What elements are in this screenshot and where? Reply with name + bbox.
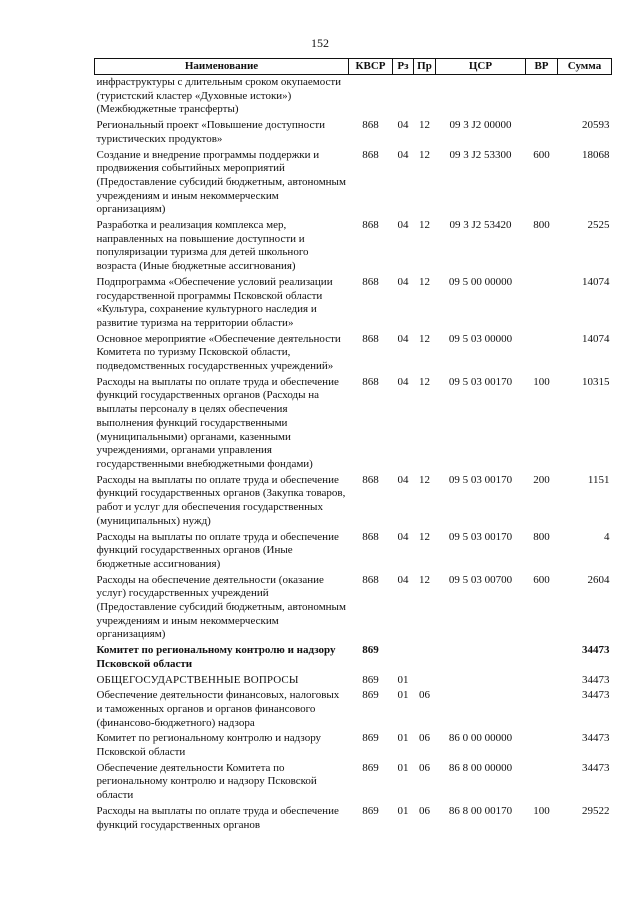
cell-kvsr [349,75,393,119]
cell-kvsr: 869 [362,761,379,774]
cell-sum: 34473 [582,673,610,686]
cell-kvsr: 868 [362,530,379,543]
cell-name: Комитет по региональному контролю и надзору Псковской области [96,644,336,670]
cell-sum: 34473 [582,689,610,702]
table-row [95,275,612,332]
table-row [95,375,612,473]
header-name: Наименование [95,59,349,75]
cell-csr: 09 3 J2 53300 [449,148,512,161]
cell-csr [436,688,526,731]
cell-kvsr: 868 [362,573,379,586]
cell-sum: 4 [604,530,610,543]
cell-csr [436,75,526,119]
cell-vr: 600 [533,573,550,586]
cell-name: Обеспечение деятельности финансовых, налоговых и таможенных органов и органов финансового (финансово-бюджетного) надзора [96,689,340,729]
cell-sum: 10315 [582,375,610,388]
cell-sum: 1151 [587,473,610,486]
cell-name: Расходы на выплаты по оплате труда и обеспечение функций государственных органов (Расходы на выплаты персоналу в целях обеспечения выполнения функций государственными (муниципальными) органами, казенными учреждениями, органами управления государственными внебюджетными фондами) [96,375,339,470]
table-row [95,643,612,672]
cell-pr: 12 [419,148,430,161]
table-row [95,75,612,119]
cell-pr: 06 [419,761,430,774]
cell-sum: 34473 [582,732,610,745]
cell-vr [526,275,558,332]
cell-sum: 20593 [582,119,610,132]
cell-kvsr: 868 [362,219,379,232]
cell-rz: 04 [397,219,409,232]
cell-pr: 12 [419,119,430,132]
cell-sum: 34473 [582,761,610,774]
cell-sum: 14074 [582,275,610,288]
table-row [95,118,612,147]
cell-sum: 2525 [587,219,610,232]
cell-kvsr: 869 [362,732,379,745]
header-sum: Сумма [558,59,612,75]
cell-pr: 12 [419,275,430,288]
table-row [95,761,612,804]
cell-rz: 04 [397,148,409,161]
table-row [95,573,612,644]
cell-kvsr: 868 [362,375,379,388]
cell-name: Создание и внедрение программы поддержки и продвижения событийных мероприятий (Предоставление субсидий бюджетным, автономным учреждениям и иным некоммерческим организациям) [96,148,346,216]
table-row [95,804,612,833]
cell-name: Разработка и реализация комплекса мер, направленных на повышение доступности и популяризации туризма для детей школьного возраста (Иные бюджетные ассигнования) [96,219,309,273]
cell-vr: 800 [533,530,550,543]
cell-rz: 01 [397,689,409,702]
cell-kvsr: 869 [362,644,379,657]
cell-vr [526,761,558,804]
cell-vr: 800 [533,219,550,232]
cell-sum: 29522 [582,804,610,817]
cell-kvsr: 868 [362,473,379,486]
header-csr: ЦСР [436,59,526,75]
table-row [95,673,612,689]
table-row [95,332,612,375]
cell-vr: 200 [533,473,550,486]
cell-vr: 100 [533,375,550,388]
cell-csr: 09 3 J2 53420 [449,219,512,232]
cell-vr [526,118,558,147]
cell-pr: 06 [419,689,430,702]
cell-kvsr: 869 [362,673,379,686]
cell-pr: 12 [419,332,430,345]
cell-name: Региональный проект «Повышение доступности туристических продуктов» [96,119,326,145]
header-rz: Рз [393,59,414,75]
cell-vr: 600 [533,148,550,161]
cell-csr: 09 3 J2 00000 [449,119,512,132]
cell-kvsr: 869 [362,689,379,702]
cell-vr [526,673,558,689]
cell-csr: 09 5 03 00170 [448,530,513,543]
cell-pr: 12 [419,375,430,388]
cell-pr: 12 [419,473,430,486]
cell-kvsr: 868 [362,119,379,132]
cell-rz: 04 [397,573,409,586]
cell-csr: 09 5 00 00000 [448,275,513,288]
cell-name: Комитет по региональному контролю и надзору Псковской области [96,732,322,759]
cell-csr: 86 0 00 00000 [448,732,513,745]
cell-pr [414,643,436,672]
table-row [95,688,612,731]
cell-rz: 01 [397,804,409,817]
cell-rz: 01 [397,732,409,745]
cell-pr [414,673,436,689]
cell-rz: 04 [397,275,409,288]
cell-name: инфраструктуры с длительным сроком окупаемости (туристский кластер «Духовные истоки») (Межбюджетные трансферты) [96,76,342,116]
cell-csr: 09 5 03 00170 [448,473,513,486]
cell-rz: 04 [397,473,409,486]
cell-rz: 04 [397,375,409,388]
cell-vr [526,643,558,672]
cell-vr [526,75,558,119]
table-header-row [95,59,612,75]
cell-csr: 86 8 00 00170 [448,804,513,817]
cell-name: Подпрограмма «Обеспечение условий реализации государственной программы Псковской области «Культура, сохранение культурного наследия и развитие туризма на территории области» [96,275,333,329]
cell-rz: 04 [397,119,409,132]
cell-name: ОБЩЕГОСУДАРСТВЕННЫЕ ВОПРОСЫ [96,673,299,686]
cell-sum: 2604 [587,573,610,586]
cell-sum: 34473 [582,644,610,657]
cell-kvsr: 868 [362,275,379,288]
cell-name: Расходы на выплаты по оплате труда и обеспечение функций государственных органов [96,804,339,831]
cell-vr [526,731,558,760]
cell-name: Расходы на выплаты по оплате труда и обеспечение функций государственных органов (Иные бюджетные ассигнования) [96,530,339,570]
cell-name: Расходы на обеспечение деятельности (оказание услуг) государственных учреждений (Предоставление субсидий бюджетным, автономным учреждениям и иным некоммерческим организациям) [96,573,346,641]
cell-csr: 09 5 03 00170 [448,375,513,388]
cell-pr: 06 [419,732,430,745]
cell-pr: 12 [419,530,430,543]
cell-name: Обеспечение деятельности Комитета по региональному контролю и надзору Псковской области [96,761,317,802]
cell-rz: 01 [397,761,409,774]
cell-pr: 12 [419,573,430,586]
table-row [95,218,612,275]
cell-sum: 18068 [582,148,610,161]
header-pr: Пр [414,59,436,75]
page-number: 152 [311,36,329,50]
cell-csr [436,673,526,689]
table-row [95,473,612,530]
cell-sum [558,75,612,119]
cell-csr: 09 5 03 00700 [448,573,513,586]
table-body [95,75,612,834]
cell-sum: 14074 [582,332,610,345]
cell-csr [436,643,526,672]
cell-vr: 100 [533,804,550,817]
cell-csr: 86 8 00 00000 [448,761,513,774]
table-row [95,731,612,760]
cell-rz: 01 [397,673,409,686]
cell-rz: 04 [397,332,409,345]
table-row [95,530,612,573]
cell-rz: 04 [397,530,409,543]
table-row [95,148,612,219]
cell-pr: 12 [419,219,430,232]
header-vr: ВР [526,59,558,75]
cell-vr [526,332,558,375]
cell-pr [414,75,436,119]
cell-rz [393,643,414,672]
cell-vr [526,688,558,731]
header-kvsr: КВСР [349,59,393,75]
budget-table [94,58,612,833]
cell-csr: 09 5 03 00000 [448,332,513,345]
cell-kvsr: 868 [362,148,379,161]
cell-kvsr: 868 [362,332,379,345]
cell-pr: 06 [419,804,430,817]
cell-kvsr: 869 [362,804,379,817]
cell-name: Основное мероприятие «Обеспечение деятельности Комитета по туризму Псковской области, подведомственных государственных учреждений» [96,332,341,373]
cell-rz [393,75,414,119]
cell-name: Расходы на выплаты по оплате труда и обеспечение функций государственных органов (Закупка товаров, работ и услуг для обеспечения государственных (муниципальных) нужд) [96,473,346,527]
